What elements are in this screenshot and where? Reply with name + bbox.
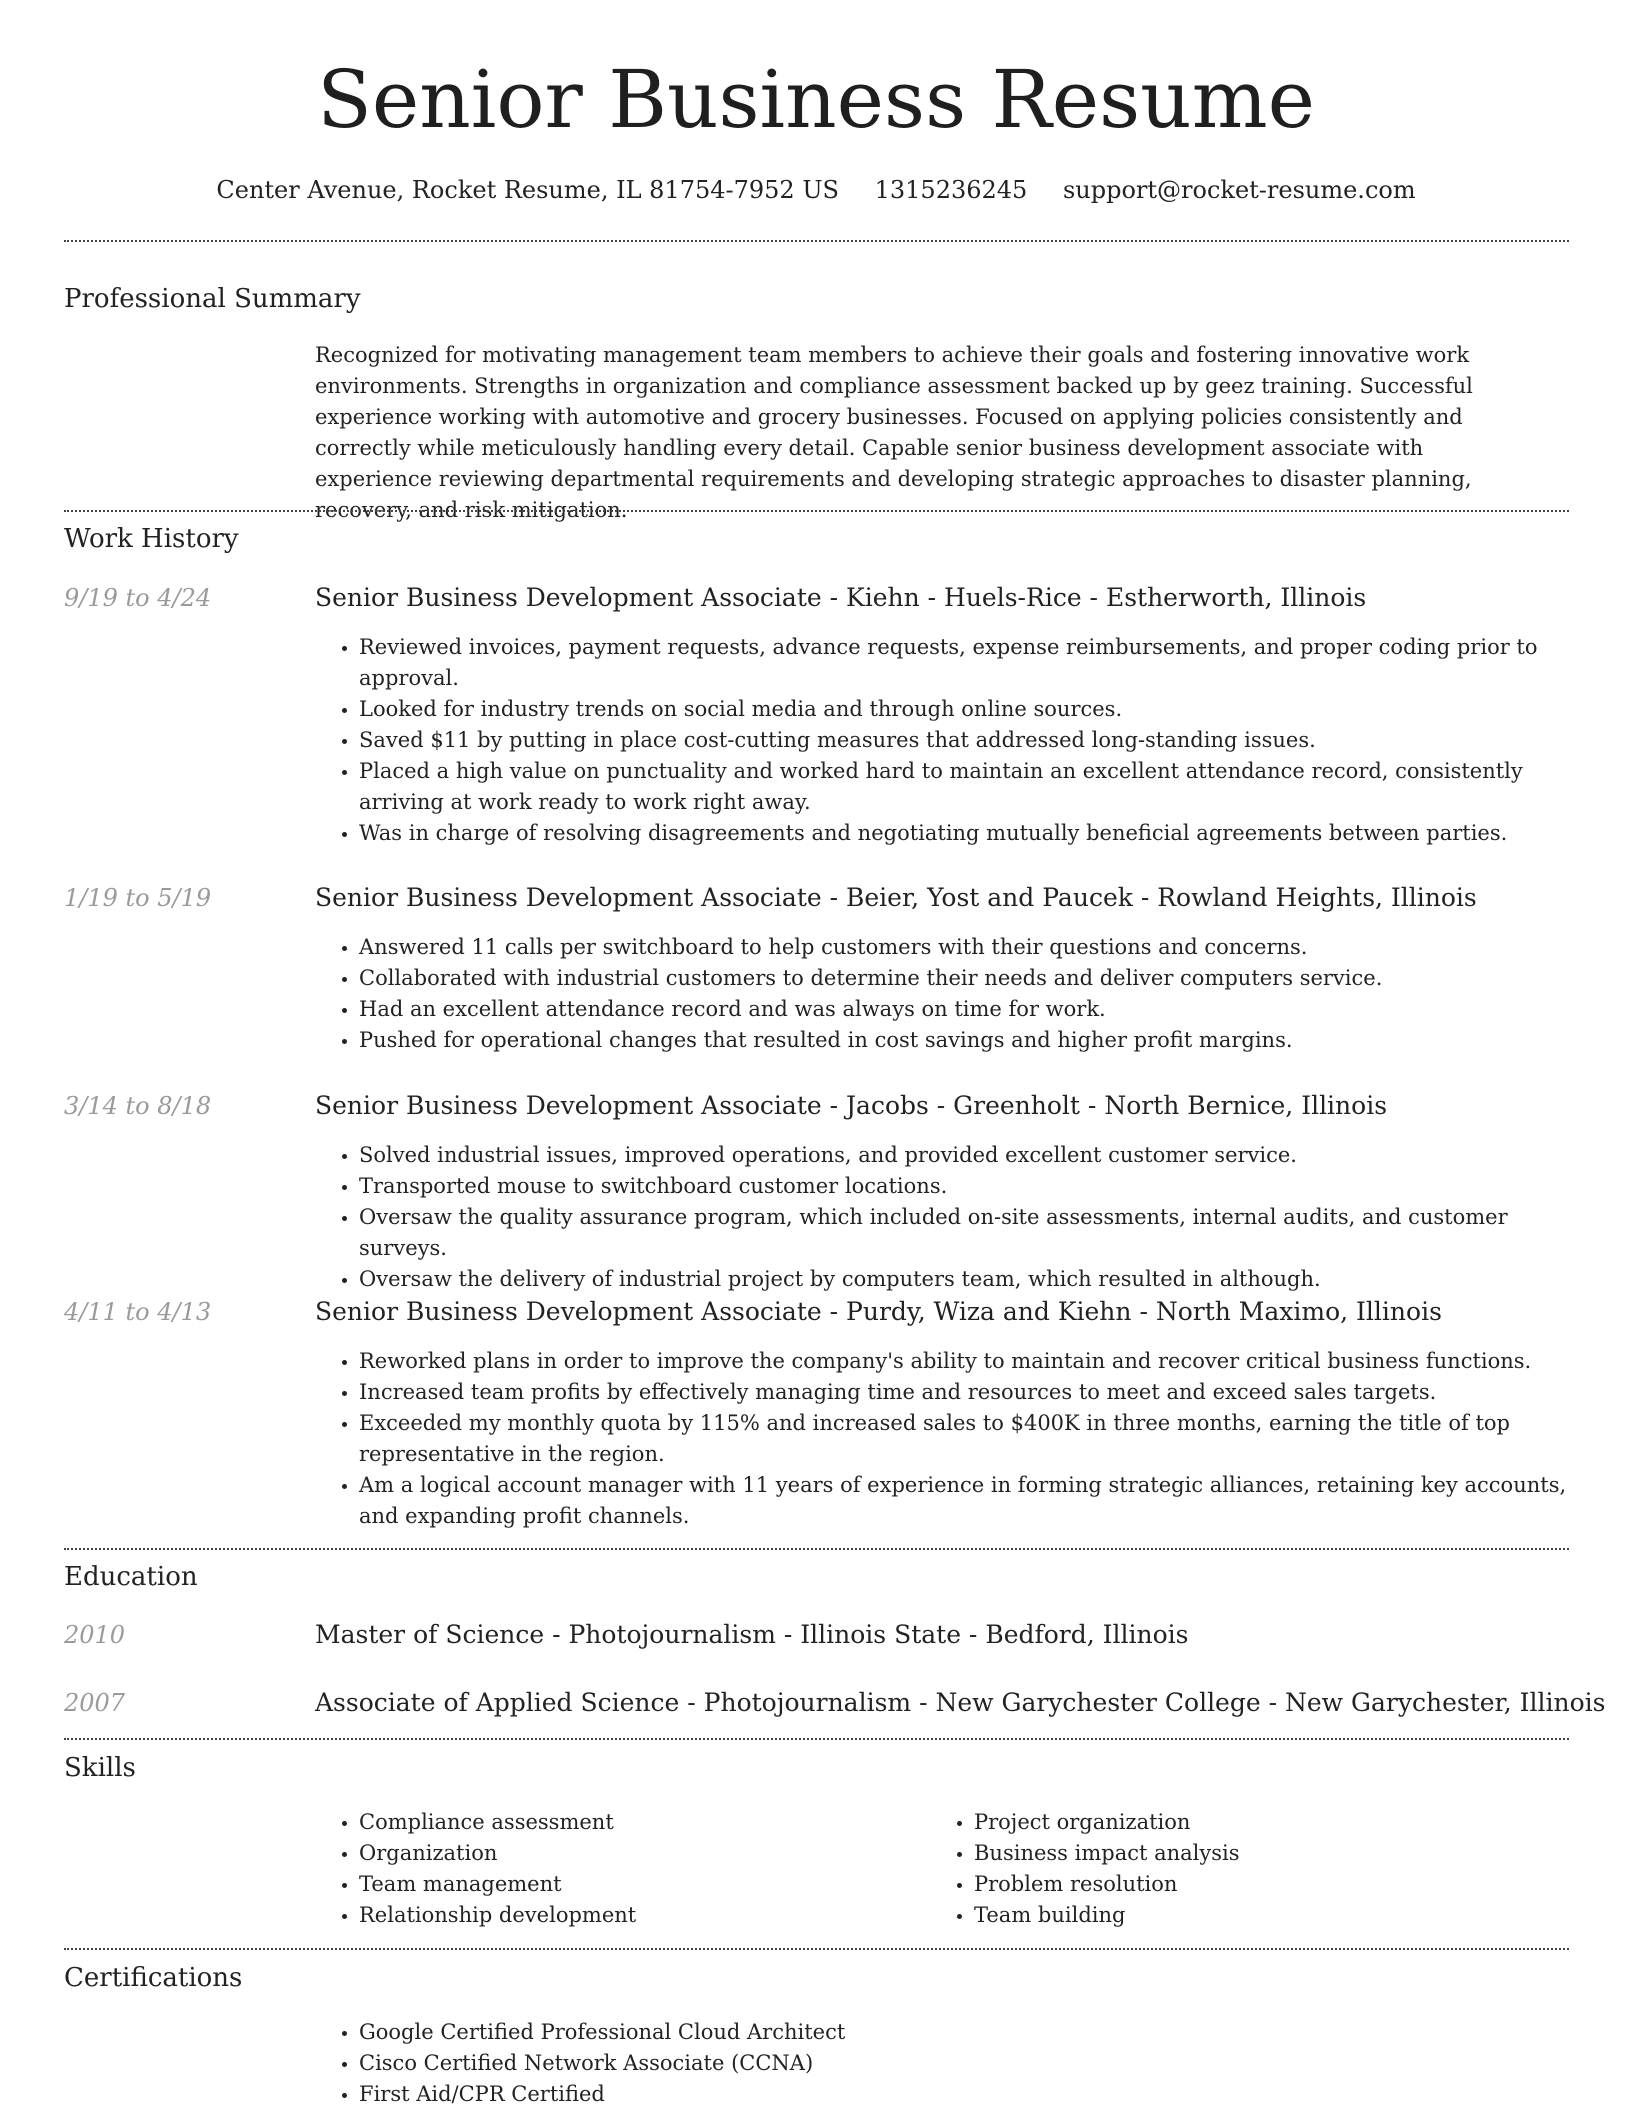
section-title-education: Education (64, 1562, 198, 1592)
job-bullet: • Solved industrial issues, improved operations, and provided excellent customer service. (359, 1140, 1599, 1171)
job-bullet: • Reviewed invoices, payment requests, advance requests, expense reimbursements, and proper coding prior to approval. (359, 632, 1599, 694)
job-bullets (315, 632, 1599, 849)
job-dates: 4/11 to 4/13 (64, 1298, 212, 1326)
contact-address: Center Avenue, Rocket Resume, IL 81754-7952 US (216, 176, 839, 204)
job-dates: 1/19 to 5/19 (64, 884, 212, 912)
skill-item: • Compliance assessment (359, 1807, 919, 1838)
section-title-certifications: Certifications (64, 1963, 243, 1993)
job-bullet: • Increased team profits by effectively managing time and resources to meet and exceed sales targets. (359, 1377, 1599, 1408)
section-title-work: Work History (64, 524, 239, 554)
section-divider (64, 240, 1569, 242)
job-title: Senior Business Development Associate - Jacobs - Greenholt - North Bernice, Illinois (315, 1091, 1388, 1120)
job-bullet: • Pushed for operational changes that resulted in cost savings and higher profit margins. (359, 1025, 1599, 1056)
job-bullet: • Exceeded my monthly quota by 115% and increased sales to $400K in three months, earning the title of top representative in the region. (359, 1408, 1599, 1470)
job-bullets (315, 1346, 1599, 1532)
section-divider (64, 1948, 1569, 1950)
section-title-summary: Professional Summary (64, 284, 361, 314)
contact-email: support@rocket-resume.com (1062, 176, 1416, 204)
job-bullet: • Oversaw the quality assurance program, which included on-site assessments, internal audits, and customer surveys. (359, 1202, 1599, 1264)
job-title: Senior Business Development Associate - Purdy, Wiza and Kiehn - North Maximo, Illinois (315, 1297, 1442, 1326)
job-dates: 3/14 to 8/18 (64, 1092, 212, 1120)
section-divider (64, 1548, 1569, 1550)
job-bullet: • Looked for industry trends on social media and through online sources. (359, 694, 1599, 725)
section-divider (64, 1738, 1569, 1740)
job-bullet: • Transported mouse to switchboard customer locations. (359, 1171, 1599, 1202)
job-bullets (315, 932, 1599, 1056)
skills-list-right (930, 1807, 1534, 1931)
job-bullet: • Answered 11 calls per switchboard to help customers with their questions and concerns. (359, 932, 1599, 963)
skill-item: • Team building (974, 1900, 1534, 1931)
job-dates: 9/19 to 4/24 (64, 584, 212, 612)
certifications-list (315, 2017, 1599, 2110)
skill-item: • Business impact analysis (974, 1838, 1534, 1869)
resume-name: Senior Business Resume (317, 53, 1315, 146)
job-bullet: • Oversaw the delivery of industrial project by computers team, which resulted in although. (359, 1264, 1599, 1295)
skill-item: • Organization (359, 1838, 919, 1869)
education-year: 2007 (64, 1689, 126, 1717)
section-title-skills: Skills (64, 1753, 136, 1783)
section-divider (64, 510, 1569, 512)
summary-text: Recognized for motivating management team members to achieve their goals and fostering innovative work environments. Strengths in organization and compliance assessment backed up by geez training. Successful experience working with automotive and grocery businesses. Focused on applying policies consistently and correctly while meticulously handling every detail. Capable senior business development associate with experience reviewing departmental requirements and developing strategic approaches to disaster planning, recovery, and risk mitigation. (315, 343, 1473, 522)
job-bullet: • Collaborated with industrial customers to determine their needs and deliver computers service. (359, 963, 1599, 994)
skill-item: • Problem resolution (974, 1869, 1534, 1900)
skill-item: • Project organization (974, 1807, 1534, 1838)
contact-phone: 1315236245 (874, 176, 1028, 204)
job-bullet: • Reworked plans in order to improve the company's ability to maintain and recover critical business functions. (359, 1346, 1599, 1377)
certification-item: • Cisco Certified Network Associate (CCNA) (359, 2048, 1599, 2079)
job-title: Senior Business Development Associate - Beier, Yost and Paucek - Rowland Heights, Illinois (315, 883, 1477, 912)
job-bullet: • Was in charge of resolving disagreements and negotiating mutually beneficial agreements between parties. (359, 818, 1599, 849)
skill-item: • Team management (359, 1869, 919, 1900)
job-bullet: • Saved $11 by putting in place cost-cutting measures that addressed long-standing issues. (359, 725, 1599, 756)
job-bullet: • Had an excellent attendance record and was always on time for work. (359, 994, 1599, 1025)
contact-line (0, 172, 1632, 208)
job-bullet: • Placed a high value on punctuality and worked hard to maintain an excellent attendance record, consistently arriving at work ready to work right away. (359, 756, 1599, 818)
skill-item: • Relationship development (359, 1900, 919, 1931)
job-bullets (315, 1140, 1599, 1295)
education-year: 2010 (64, 1621, 126, 1649)
certification-item: • Google Certified Professional Cloud Architect (359, 2017, 1599, 2048)
certification-item: • First Aid/CPR Certified (359, 2079, 1599, 2110)
education-title: Master of Science - Photojournalism - Illinois State - Bedford, Illinois (315, 1620, 1189, 1649)
job-bullet: • Am a logical account manager with 11 years of experience in forming strategic alliances, retaining key accounts, and expanding profit channels. (359, 1470, 1599, 1532)
skills-list-left (315, 1807, 919, 1931)
education-title: Associate of Applied Science - Photojournalism - New Garychester College - New Garychester, Illinois (315, 1688, 1606, 1717)
job-title: Senior Business Development Associate - Kiehn - Huels-Rice - Estherworth, Illinois (315, 583, 1367, 612)
